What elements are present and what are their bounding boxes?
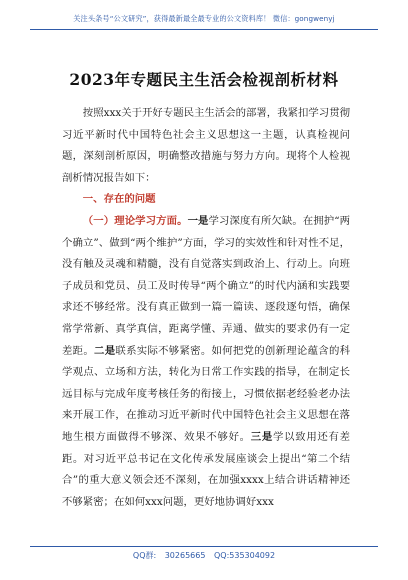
header-banner: 关注头条号“公文研究”，获得最新最全最专业的公文资料库！ 微信：gongwenyj xyxy=(73,14,335,23)
problems-paragraph xyxy=(62,211,350,513)
intro-paragraph: 按照xxx关于开好专题民主生活会的部署，我紧扣学习贯彻习近平新时代中国特色社会主义思想这一主题，认真检视问题，深刻剖析原因，明确整改措施与努力方向。现将个人检视剖析情况报告如下： xyxy=(62,107,350,184)
document-body xyxy=(62,103,350,513)
footer-contact: QQ群: 30265665 QQ:535304092 xyxy=(132,551,276,560)
section-heading: 一、存在的问题 xyxy=(82,193,156,206)
document-title: 2023年专题民主生活会检视剖析材料 xyxy=(69,70,339,89)
point-text-3: 学以致用还有差距。对习近平总书记在文化传承发展座谈会上提出“第二个结合”的重大意义领会还不深刻，在加强xxxx上结合讲话精神还不够紧密；在如何xxx问题，更好地协调好xxx xyxy=(62,430,351,508)
footer-divider xyxy=(30,546,378,547)
point-text-1: 学习深度有所欠缺。在拥护“两个确立”、做到“两个维护”方面，学习的实效性和针对性不足，没有触及灵魂和精髓，没有自觉落实到政治上、行动上。向班子成员和党员、员工及时传导“两个确立”的时代内涵和实践要求还不够经常。没有真正做到一篇一篇读、逐段逐句悟，确保常学常新、真学真信，距离学懂、弄通、做实的要求仍有一定差距。 xyxy=(62,214,351,357)
point-marker-3: 三是 xyxy=(250,430,273,443)
subsection-title: （一）理论学习方面。 xyxy=(82,214,188,227)
point-marker-1: 一是 xyxy=(187,214,209,227)
point-text-2: 联系实际不够紧密。如何把党的创新理论蕴含的科学观点、立场和方法，转化为日常工作实践的指导，在制定长远目标与完成年度考核任务的衔接上，习惯依据老经验老办法来开展工作，在推动习近平新时代中国特色社会主义思想在落地生根方面做得不够深、效果不够好。 xyxy=(62,344,351,443)
point-marker-2: 二是 xyxy=(94,344,116,357)
header-divider xyxy=(30,29,378,30)
